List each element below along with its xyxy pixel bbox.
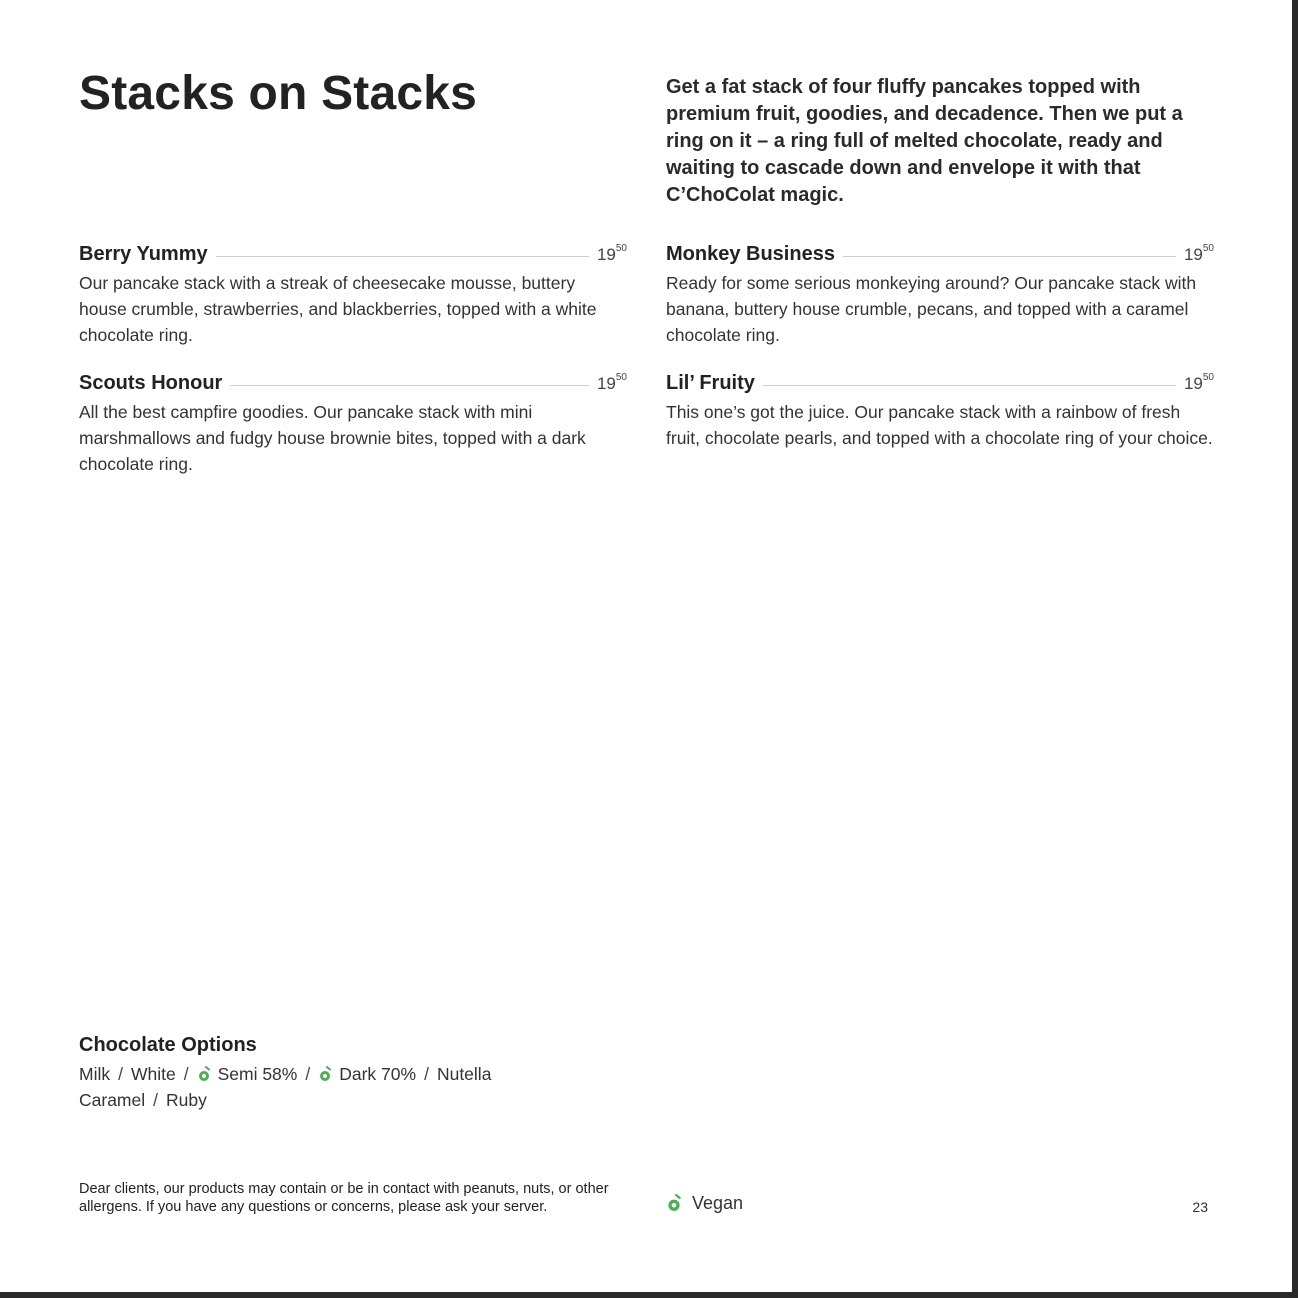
option-caramel: Caramel bbox=[79, 1090, 146, 1110]
dotted-leader bbox=[230, 385, 589, 386]
option-ruby: Ruby bbox=[166, 1090, 207, 1110]
item-price: $19^{50}$ bbox=[596, 243, 627, 264]
separator: / bbox=[183, 1064, 189, 1084]
vegan-leaf-icon bbox=[318, 1066, 332, 1082]
item-price: $19^{50}$ bbox=[596, 372, 627, 393]
vegan-leaf-icon bbox=[666, 1194, 682, 1212]
item-description: Ready for some serious monkeying around? Our pancake stack with banana, buttery house crumble, pecans, and topped with a caramel chocolate ring. bbox=[666, 273, 1197, 345]
item-name: Monkey Business bbox=[666, 243, 835, 265]
option-semi: Semi 58% bbox=[217, 1064, 298, 1084]
allergen-note: Dear clients, our products may contain or be in contact with peanuts, nuts, or other allergens. If you have any questions or concerns, please ask your server. bbox=[79, 1181, 609, 1215]
menu-item-berry-yummy bbox=[79, 243, 627, 348]
item-name: Scouts Honour bbox=[79, 372, 223, 394]
separator: / bbox=[153, 1090, 159, 1110]
option-white: White bbox=[130, 1064, 176, 1084]
item-name: Lil’ Fruity bbox=[666, 372, 755, 394]
item-description: Our pancake stack with a streak of cheesecake mousse, buttery house crumble, strawberries, and blackberries, topped with a white chocolate ring. bbox=[79, 273, 597, 345]
page-number: 23 bbox=[1192, 1199, 1208, 1215]
page-title: Stacks on Stacks bbox=[79, 67, 478, 120]
dotted-leader bbox=[843, 256, 1176, 257]
separator: / bbox=[305, 1064, 311, 1084]
option-nutella: Nutella bbox=[436, 1064, 492, 1084]
item-description: This one’s got the juice. Our pancake stack with a rainbow of fresh fruit, chocolate pearls, and topped with a chocolate ring of your choice. bbox=[666, 402, 1213, 448]
chocolate-options-line-2 bbox=[79, 1087, 639, 1113]
dotted-leader bbox=[216, 256, 589, 257]
option-milk: Milk bbox=[79, 1064, 111, 1084]
chocolate-options-title: Chocolate Options bbox=[79, 1034, 257, 1056]
chocolate-options-line-1 bbox=[79, 1061, 639, 1087]
vegan-legend-label: Vegan bbox=[692, 1193, 744, 1213]
chocolate-options bbox=[79, 1034, 639, 1113]
item-price: $19^{50}$ bbox=[1183, 243, 1214, 264]
vegan-leaf-icon bbox=[197, 1066, 211, 1082]
separator: / bbox=[118, 1064, 123, 1084]
item-price: $19^{50}$ bbox=[1183, 372, 1214, 393]
dotted-leader bbox=[763, 385, 1176, 386]
item-description: All the best campfire goodies. Our pancake stack with mini marshmallows and fudgy house brownie bites, topped with a dark chocolate ring. bbox=[79, 402, 586, 474]
menu-item-scouts-honour bbox=[79, 372, 627, 477]
section-intro: Get a fat stack of four fluffy pancakes topped with premium fruit, goodies, and decadence. Then we put a ring on it – a ring full of melted chocolate, ready and waiting to cascade down and envelope it with that C’ChoColat magic. bbox=[666, 76, 1183, 206]
item-name: Berry Yummy bbox=[79, 243, 208, 265]
option-dark: Dark 70% bbox=[339, 1064, 417, 1084]
separator: / bbox=[424, 1064, 429, 1084]
vegan-legend bbox=[666, 1193, 743, 1214]
menu-item-lil-fruity bbox=[666, 372, 1214, 451]
menu-item-monkey-business bbox=[666, 243, 1214, 348]
